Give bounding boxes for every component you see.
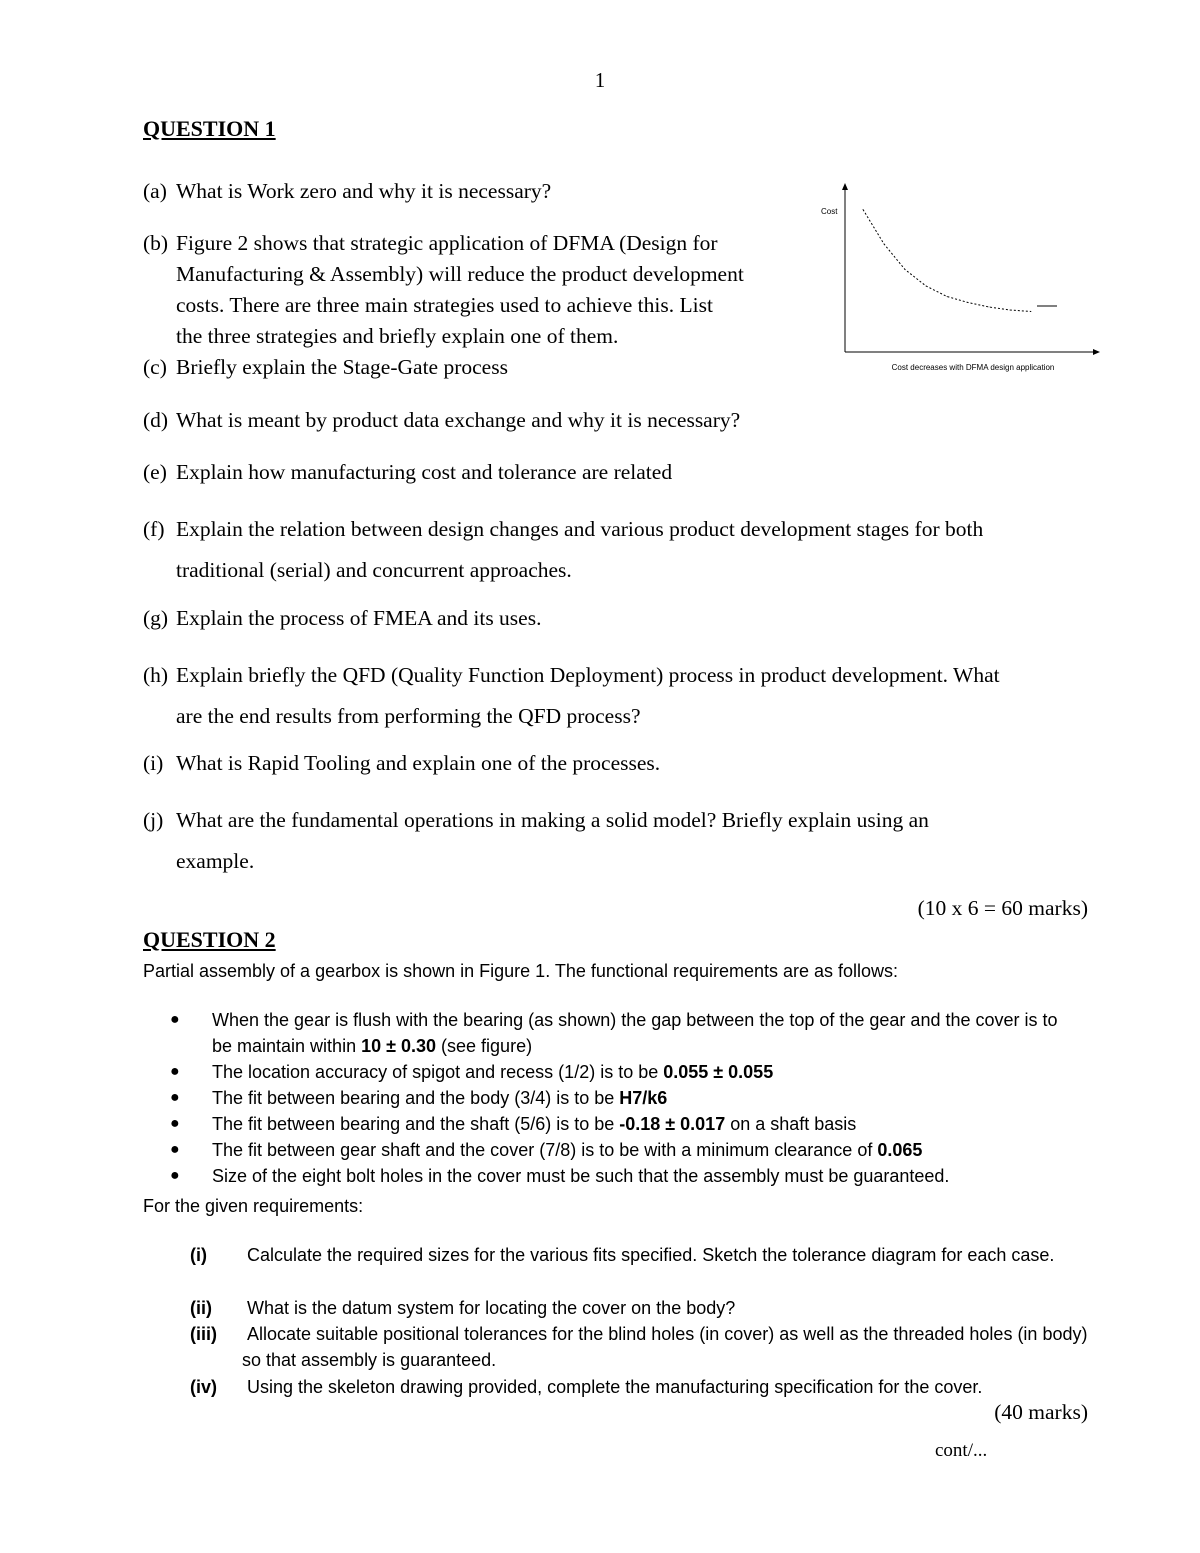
requirement-text (212, 1010, 1058, 1056)
requirement-value: 0.055 ± 0.055 (663, 1062, 774, 1082)
cost-curve-series (863, 209, 1032, 312)
question-1-marks: (10 x 6 = 60 marks) (917, 896, 1088, 920)
bullet-icon: ● (170, 1141, 180, 1158)
x-axis-arrow (1093, 349, 1100, 355)
subquestion-iv (190, 1374, 1110, 1400)
item-label: (d) (143, 408, 169, 432)
item-label: (a) (143, 179, 167, 203)
bullet-icon: ● (170, 1167, 180, 1184)
item-line: Briefly explain the Stage-Gate process (176, 355, 508, 379)
requirement-run: Size of the eight bolt holes in the cover must be such that the assembly must be guaranteed. (212, 1166, 950, 1186)
cost-curve-point (968, 302, 969, 303)
item-line: Explain briefly the QFD (Quality Function Deployment) process in product development. What (176, 663, 1000, 687)
item-line: traditional (serial) and concurrent approaches. (176, 558, 572, 582)
requirement-run: The fit between bearing and the shaft (5/6) is to be (212, 1114, 620, 1134)
item-label: (i) (143, 751, 164, 775)
requirement-run: (see figure) (436, 1036, 533, 1056)
q1-item-c (143, 352, 783, 383)
item-line: What are the fundamental operations in making a solid model? Briefly explain using an (176, 808, 929, 832)
item-label: (e) (143, 460, 167, 484)
subquestion-text: Using the skeleton drawing provided, complete the manufacturing specification for the cover. (247, 1377, 983, 1397)
cost-curve-point (863, 209, 864, 210)
item-label: (f) (143, 517, 165, 541)
subquestion-number: (ii) (190, 1298, 212, 1318)
q1-item-a (143, 176, 783, 207)
requirement-run: The location accuracy of spigot and recess (1/2) is to be (212, 1062, 664, 1082)
bullet-icon: ● (170, 1089, 180, 1106)
bullet-icon: ● (170, 1115, 180, 1132)
requirement-item (170, 1059, 1070, 1085)
subquestion-i (190, 1242, 1110, 1268)
item-line: costs. There are three main strategies used to achieve this. List (176, 293, 713, 317)
requirement-text (212, 1088, 667, 1108)
item-label: (c) (143, 355, 167, 379)
bullet-icon: ● (170, 1011, 180, 1028)
item-line: Figure 2 shows that strategic application of DFMA (Design for (176, 231, 718, 255)
item-line: Manufacturing & Assembly) will reduce the product development (176, 262, 744, 286)
q1-item-b (143, 228, 803, 352)
cost-chart (815, 180, 1115, 380)
cost-curve-point (1010, 310, 1011, 311)
item-label: (h) (143, 663, 169, 687)
requirement-item (170, 1137, 1070, 1163)
cost-curve-point (989, 307, 990, 308)
subquestion-text: What is the datum system for locating the cover on the body? (247, 1298, 736, 1318)
figure-caption: Cost decreases with DFMA design application (891, 363, 1055, 372)
question-1-heading: QUESTION 1 (143, 116, 276, 141)
requirement-run: When the gear is flush with the bearing (as shown) the gap between the top of the gear and the cover is to be maintain within (212, 1010, 1058, 1056)
q1-item-e (143, 457, 1043, 488)
requirement-item (170, 1085, 1070, 1111)
item-line: are the end results from performing the QFD process? (176, 704, 641, 728)
requirement-run: on a shaft basis (725, 1114, 857, 1134)
cost-curve-point (1031, 311, 1032, 312)
subquestion-ii (190, 1295, 1110, 1321)
subquestion-text: Calculate the required sizes for the various fits specified. Sketch the tolerance diagram for each case. (247, 1245, 1055, 1265)
item-line: example. (176, 849, 255, 873)
cost-curve-point (926, 286, 927, 287)
question-2-heading: QUESTION 2 (143, 927, 276, 952)
cost-curve-point (905, 269, 906, 270)
requirement-value: 0.065 (877, 1140, 923, 1160)
requirement-text (212, 1114, 856, 1134)
question-2-marks: (40 marks) (994, 1400, 1088, 1424)
cost-curve-point (947, 296, 948, 297)
q1-item-f (143, 509, 1103, 591)
item-line: Explain the relation between design changes and various product development stages for both (176, 517, 984, 541)
page-number: 1 (594, 68, 606, 92)
requirement-item (170, 1111, 1070, 1137)
requirement-value: H7/k6 (619, 1088, 668, 1108)
q1-item-h (143, 655, 1103, 737)
subquestion-number: (i) (190, 1245, 207, 1265)
q1-item-i (143, 748, 1043, 779)
item-line: the three strategies and briefly explain one of them. (176, 324, 619, 348)
requirement-item (170, 1163, 1070, 1189)
item-line: What is Work zero and why it is necessary? (176, 179, 552, 203)
continued-note: cont/... (935, 1440, 988, 1461)
q1-item-j (143, 800, 1043, 882)
q1-item-g (143, 603, 1043, 634)
y-axis-label: Cost (821, 207, 838, 216)
requirement-text (212, 1166, 949, 1186)
item-label: (b) (143, 231, 169, 255)
item-line: Explain how manufacturing cost and tolerance are related (176, 460, 673, 484)
for-given-requirements: For the given requirements: (143, 1196, 364, 1216)
q1-item-d (143, 405, 1043, 436)
subquestion-number: (iii) (190, 1324, 217, 1344)
requirements-list (170, 1007, 1070, 1189)
item-label: (g) (143, 606, 169, 630)
requirement-run: The fit between gear shaft and the cover (7/8) is to be with a minimum clearance of (212, 1140, 878, 1160)
item-label: (j) (143, 808, 164, 832)
requirement-text (212, 1062, 773, 1082)
subquestion-iii (190, 1321, 1110, 1373)
requirement-value: -0.18 ± 0.017 (619, 1114, 726, 1134)
subquestion-text: Allocate suitable positional tolerances for the blind holes (in cover) as well as the threaded holes (in body) so that assembly is guaranteed. (242, 1324, 1088, 1370)
requirement-run: The fit between bearing and the body (3/4) is to be (212, 1088, 620, 1108)
requirement-text (212, 1140, 922, 1160)
item-line: What is Rapid Tooling and explain one of the processes. (176, 751, 661, 775)
item-line: Explain the process of FMEA and its uses. (176, 606, 542, 630)
cost-curve-point (884, 244, 885, 245)
subquestion-number: (iv) (190, 1377, 217, 1397)
question-2-intro: Partial assembly of a gearbox is shown in Figure 1. The functional requirements are as follows: (143, 961, 899, 981)
item-line: What is meant by product data exchange and why it is necessary? (176, 408, 741, 432)
dfma-cost-figure (815, 180, 1115, 380)
bullet-icon: ● (170, 1063, 180, 1080)
y-axis-arrow (842, 183, 848, 190)
requirement-value: 10 ± 0.30 (361, 1036, 437, 1056)
requirement-item (170, 1007, 1070, 1059)
